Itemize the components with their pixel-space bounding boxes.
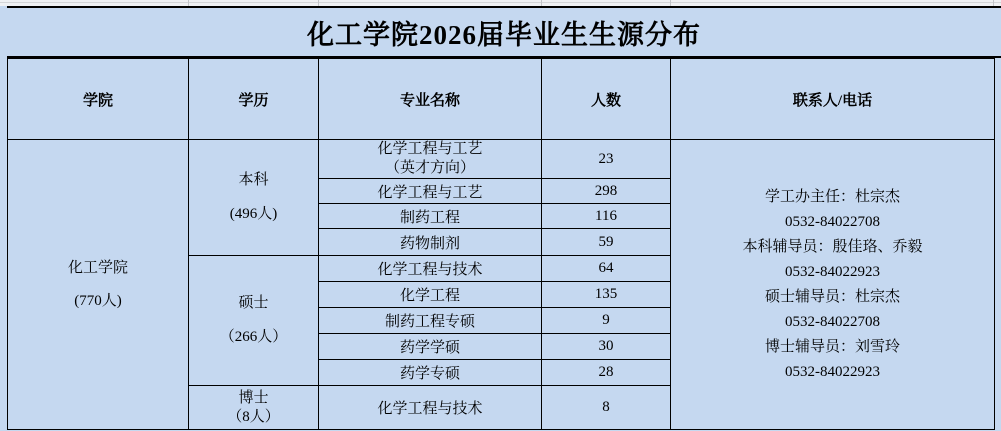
degree-cell-bachelor bbox=[189, 140, 319, 256]
college-count: (770人) bbox=[74, 292, 122, 309]
distribution-table bbox=[7, 58, 995, 430]
count-cell: 64 bbox=[542, 256, 671, 282]
count-cell: 116 bbox=[542, 204, 671, 229]
table-row bbox=[8, 140, 995, 179]
count-cell: 8 bbox=[542, 386, 671, 430]
table-title: 化工学院2026届毕业生生源分布 bbox=[7, 6, 1001, 58]
count-cell: 135 bbox=[542, 282, 671, 308]
count-cell: 23 bbox=[542, 140, 671, 179]
major-cell: 化学工程与技术 bbox=[319, 386, 542, 430]
major-cell: 化学工程与技术 bbox=[319, 256, 542, 282]
major-cell: 制药工程专硕 bbox=[319, 308, 542, 334]
col-header-contact: 联系人/电话 bbox=[671, 59, 995, 140]
major-cell: 化学工程 bbox=[319, 282, 542, 308]
col-header-major: 专业名称 bbox=[319, 59, 542, 140]
degree-cell-master bbox=[189, 256, 319, 386]
contact-line: 博士辅导员：刘雪玲 bbox=[764, 338, 900, 355]
major-cell: 药学专硕 bbox=[319, 360, 542, 386]
degree-count: （8人） bbox=[227, 408, 280, 425]
college-name: 化工学院 bbox=[67, 259, 128, 276]
degree-label: 硕士 bbox=[238, 295, 269, 311]
major-cell: 药学学硕 bbox=[319, 334, 542, 360]
degree-count: （266人） bbox=[219, 329, 288, 345]
col-header-college: 学院 bbox=[8, 59, 189, 140]
count-cell: 9 bbox=[542, 308, 671, 334]
major-name: 化学工程与工艺 bbox=[377, 141, 483, 157]
header-row bbox=[8, 59, 995, 140]
contact-line: 硕士辅导员：杜宗杰 bbox=[764, 288, 900, 305]
major-cell: 制药工程 bbox=[319, 204, 542, 229]
degree-label: 博士 bbox=[238, 389, 269, 406]
major-cell: 药物制剂 bbox=[319, 229, 542, 256]
count-cell: 59 bbox=[542, 229, 671, 256]
contact-phone: 0532-84022923 bbox=[785, 263, 880, 280]
count-cell: 30 bbox=[542, 334, 671, 360]
count-cell: 28 bbox=[542, 360, 671, 386]
degree-cell-doctor bbox=[189, 386, 319, 430]
count-cell: 298 bbox=[542, 179, 671, 204]
major-cell: 化学工程与工艺 bbox=[319, 179, 542, 204]
col-header-count: 人数 bbox=[542, 59, 671, 140]
contact-cell bbox=[671, 140, 995, 430]
col-header-degree: 学历 bbox=[189, 59, 319, 140]
contact-phone: 0532-84022708 bbox=[785, 313, 880, 330]
degree-label: 本科 bbox=[238, 172, 269, 188]
gridline-horizontal bbox=[0, 2, 1001, 3]
contact-phone: 0532-84022923 bbox=[785, 363, 880, 380]
major-name-line2: （英才方向） bbox=[384, 160, 475, 176]
degree-count: (496人) bbox=[229, 206, 278, 222]
college-cell bbox=[8, 140, 189, 430]
contact-phone: 0532-84022708 bbox=[785, 213, 880, 230]
major-cell bbox=[319, 140, 542, 179]
contact-line: 学工办主任：杜宗杰 bbox=[764, 188, 900, 205]
contact-line: 本科辅导员：殷佳珞、乔毅 bbox=[742, 238, 923, 255]
